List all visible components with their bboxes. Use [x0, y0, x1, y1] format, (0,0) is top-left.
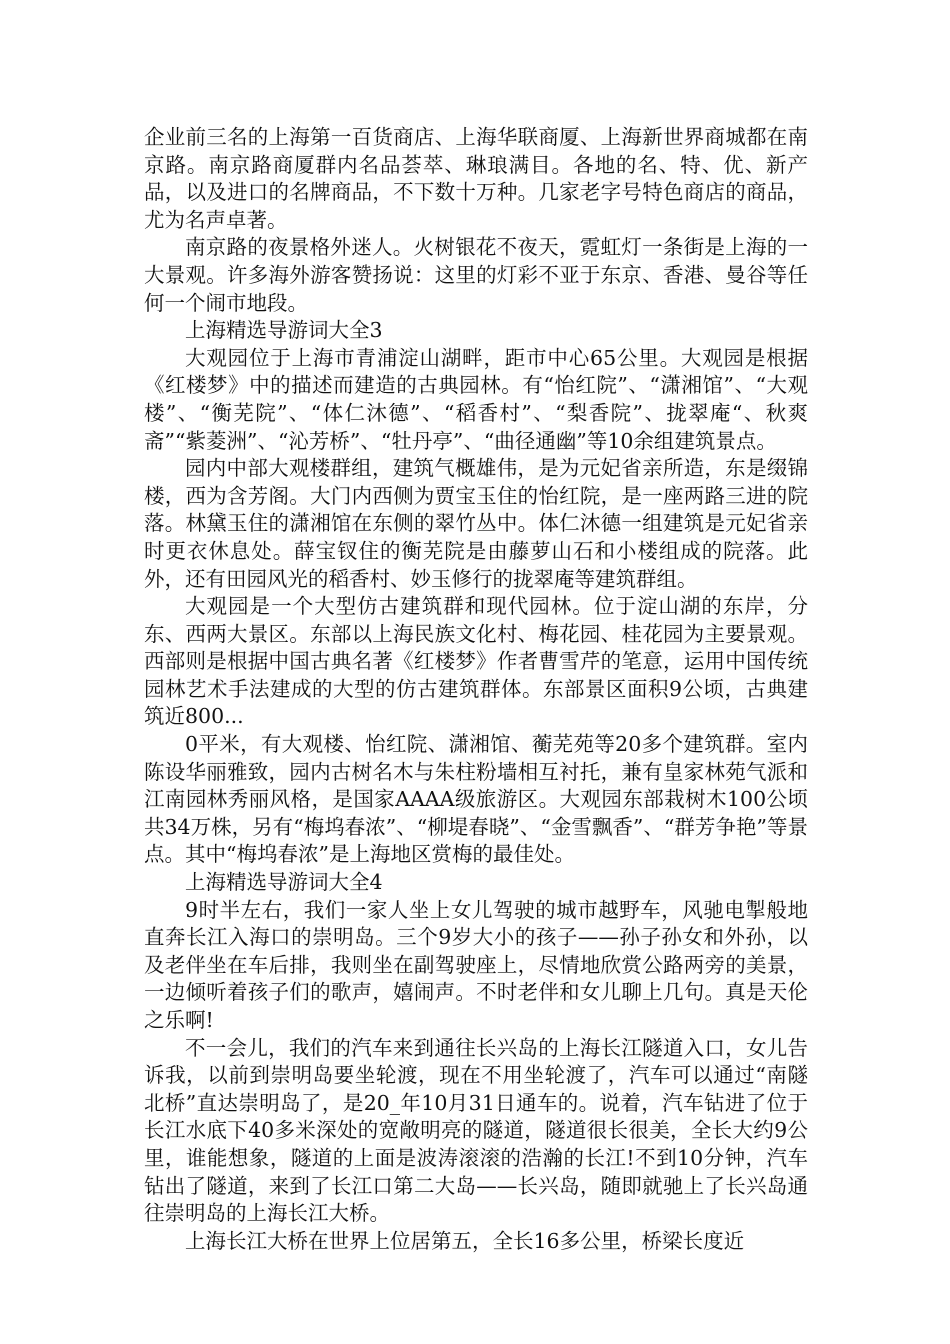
paragraph: 企业前三名的上海第一百货商店、上海华联商厦、上海新世界商城都在南京路。南京路商厦群内名品荟萃、琳琅满目。各地的名、特、优、新产品，以及进口的名牌商品，不下数十万种。几家老字号特色商店的商品，尤为名声卓著。 — [144, 125, 808, 232]
paragraph: 上海长江大桥在世界上位居第五，全长16多公里，桥梁长度近 — [185, 1228, 745, 1253]
document-body — [144, 124, 808, 1255]
paragraph: 园内中部大观楼群组，建筑气概雄伟，是为元妃省亲所造，东是缀锦楼，西为含芳阁。大门内西侧为贾宝玉住的怡红院，是一座两路三进的院落。林黛玉住的潇湘馆在东侧的翠竹丛中。体仁沐德一组建筑是元妃省亲时更衣休息处。薛宝钗住的衡芜院是由藤萝山石和小楼组成的院落。此外，还有田园风光的稻香村、妙玉修行的拢翠庵等建筑群组。 — [144, 456, 808, 591]
paragraph: 大观园是一个大型仿古建筑群和现代园林。位于淀山湖的东岸，分东、西两大景区。东部以上海民族文化村、梅花园、桂花园为主要景观。西部则是根据中国古典名著《红楼梦》作者曹雪芹的笔意，运用中国传统园林艺术手法建成的大型的仿古建筑群体。东部景区面积9公顷，古典建筑近800... — [144, 594, 808, 729]
paragraph: 不一会儿，我们的汽车来到通往长兴岛的上海长江隧道入口，女儿告诉我，以前到崇明岛要坐轮渡，现在不用坐轮渡了，汽车可以通过“南隧北桥”直达崇明岛了，是20_年10月31日通车的。说着，汽车钻进了位于长江水底下40多米深处的宽敞明亮的隧道，隧道很长很美，全长大约9公里，谁能想象，隧道的上面是波涛滚滚的浩瀚的长江!不到10分钟，汽车钻出了隧道，来到了长江口第二大岛——长兴岛，随即就驰上了长兴岛通往崇明岛的上海长江大桥。 — [144, 1035, 808, 1226]
paragraph: 9时半左右，我们一家人坐上女儿驾驶的城市越野车，风驰电掣般地直奔长江入海口的崇明岛。三个9岁大小的孩子——孙子孙女和外孙，以及老伴坐在车后排，我则坐在副驾驶座上，尽情地欣赏公路两旁的美景，一边倾听着孩子们的歌声，嬉闹声。不时老伴和女儿聊上几句。真是天伦之乐啊! — [144, 897, 808, 1032]
paragraph: 南京路的夜景格外迷人。火树银花不夜天，霓虹灯一条街是上海的一大景观。许多海外游客赞扬说：这里的灯彩不亚于东京、香港、曼谷等任何一个闹市地段。 — [144, 235, 808, 315]
paragraph: 0平米，有大观楼、怡红院、潇湘馆、蘅芜苑等20多个建筑群。室内陈设华丽雅致，园内古树名木与朱柱粉墙相互衬托，兼有皇家林苑气派和江南园林秀丽风格，是国家AAAA级旅游区。大观园东部栽树木100公顷共34万株，另有“梅坞春浓”、“柳堤春晓”、“金雪飘香”、“群芳争艳”等景点。其中“梅坞春浓”是上海地区赏梅的最佳处。 — [144, 732, 808, 867]
section-heading: 上海精选导游词大全4 — [185, 870, 383, 895]
section-heading: 上海精选导游词大全3 — [185, 318, 383, 343]
paragraph: 大观园位于上海市青浦淀山湖畔，距市中心65公里。大观园是根据《红楼梦》中的描述而建造的古典园林。有“怡红院”、“潇湘馆”、“大观楼”、“衡芜院”、“体仁沐德”、“稻香村”、“梨香院”、拢翠庵“、秋爽斋”“紫菱洲”、“沁芳桥”、“牡丹亭”、“曲径通幽”等10余组建筑景点。 — [144, 345, 808, 453]
